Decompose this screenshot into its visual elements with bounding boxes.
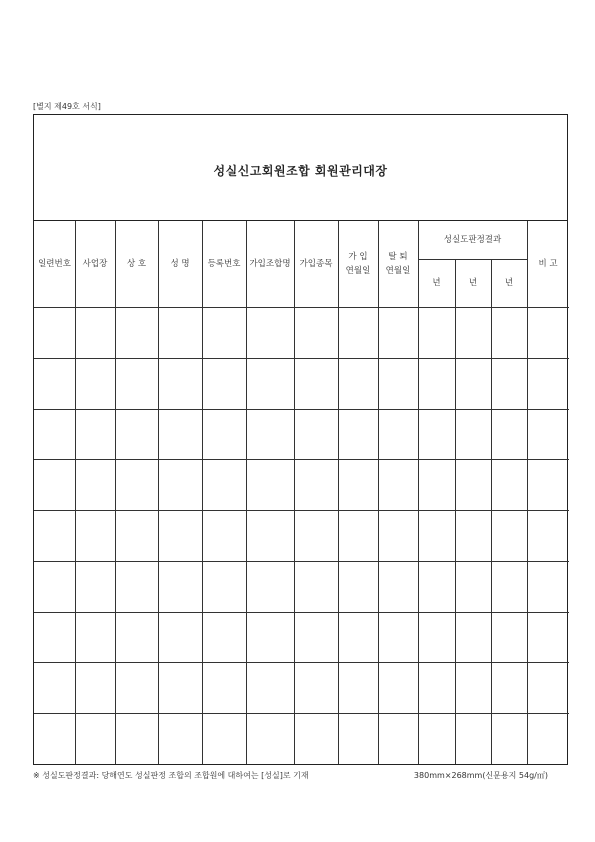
header-registration-number: 등록번호 (207, 259, 241, 269)
header-business-site: 사업장 (82, 259, 108, 269)
row-divider (34, 510, 569, 511)
column-divider (491, 259, 492, 764)
column-divider (338, 221, 339, 764)
header-join-category: 가입종목 (299, 259, 333, 269)
header-union-name: 가입조합명 (249, 259, 291, 269)
header-divider (34, 307, 569, 308)
row-divider (34, 662, 569, 663)
column-divider (378, 221, 379, 764)
column-divider (158, 221, 159, 764)
paper-size-note: 380mm×268mm(신문용지 54g/㎡) (413, 771, 548, 780)
form-number-label: [별지 제49호 서식] (33, 102, 101, 111)
row-divider (34, 612, 569, 613)
column-divider (202, 221, 203, 764)
header-year-2: 년 (468, 278, 478, 288)
column-divider (246, 221, 247, 764)
header-trade-name: 상 호 (126, 259, 147, 269)
column-divider (418, 221, 419, 764)
footnote: ※ 성실도판정결과: 당해연도 성실판정 조합의 조합원에 대하여는 [성실]로 기재 (33, 771, 309, 780)
register-form (33, 114, 568, 765)
header-sincerity-result: 성실도판정결과 (443, 235, 502, 245)
column-divider (455, 259, 456, 764)
header-person-name: 성 명 (170, 259, 190, 269)
header-join-date: 가 입 연월일 (345, 252, 371, 276)
subheader-divider (418, 259, 527, 260)
column-divider (75, 221, 76, 764)
header-leave-date: 탈 퇴 연월일 (385, 252, 411, 276)
header-year-1: 년 (432, 278, 441, 288)
column-divider (527, 221, 528, 764)
column-divider (115, 221, 116, 764)
row-divider (34, 561, 569, 562)
member-register-table (34, 221, 567, 764)
row-divider (34, 409, 569, 410)
header-year-3: 년 (504, 278, 514, 288)
row-divider (34, 713, 569, 714)
header-serial-number: 일련번호 (38, 259, 71, 269)
column-divider (294, 221, 295, 764)
page-title: 성실신고회원조합 회원관리대장 (213, 164, 388, 178)
row-divider (34, 358, 569, 359)
title-area (34, 115, 567, 221)
row-divider (34, 459, 569, 460)
header-remarks: 비 고 (538, 259, 558, 269)
